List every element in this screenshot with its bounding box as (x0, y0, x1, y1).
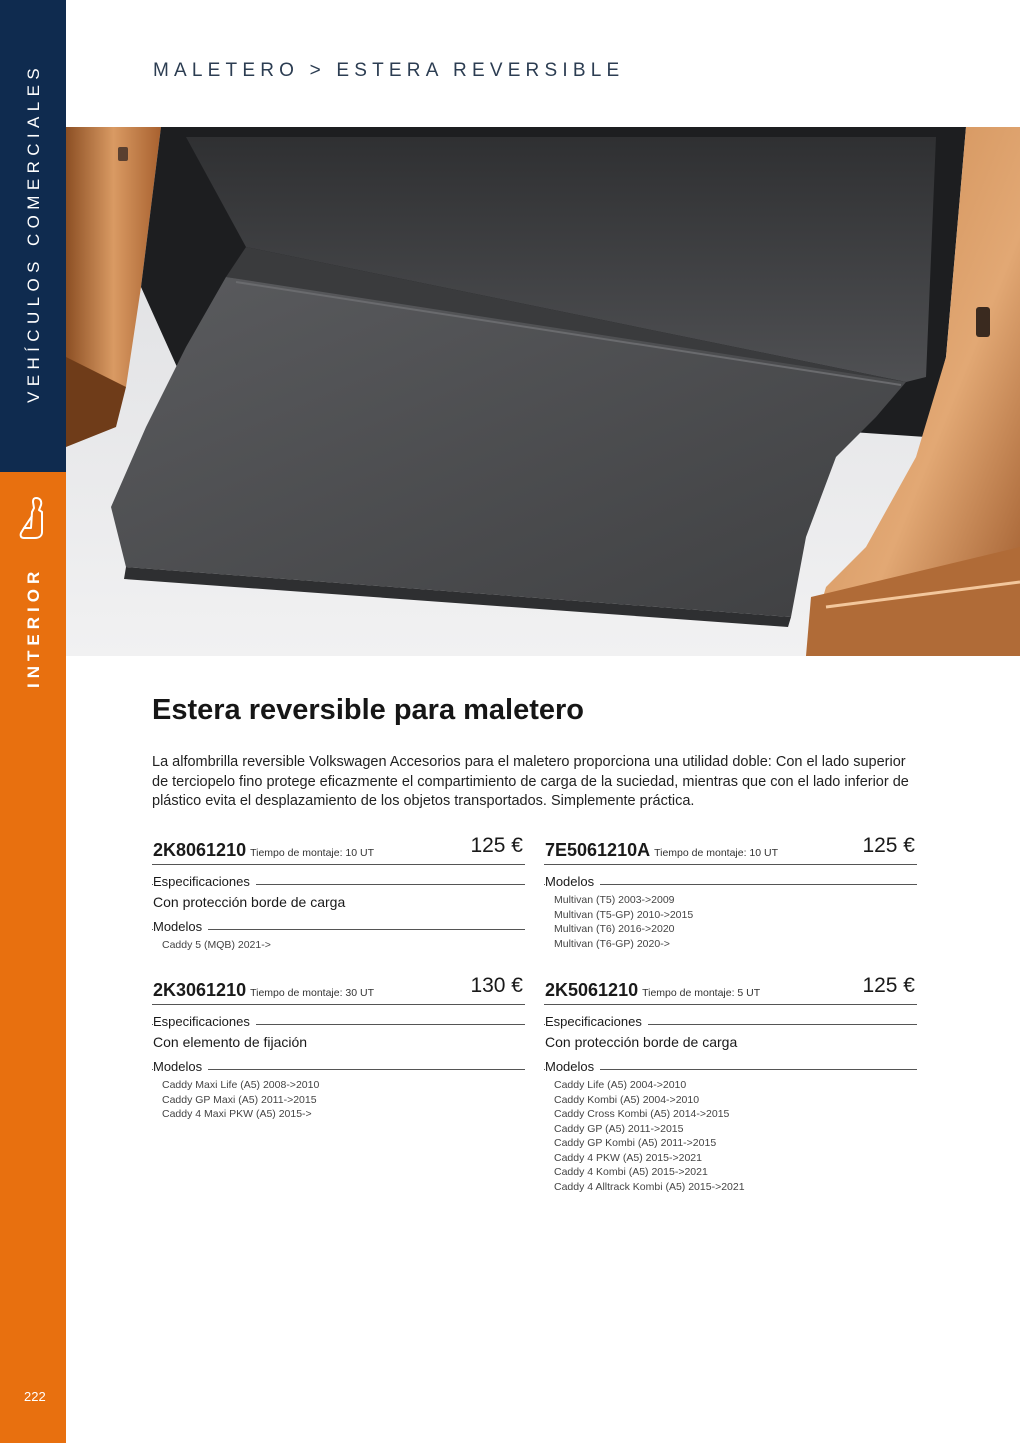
car-seat-icon (18, 496, 48, 540)
breadcrumb: MALETERO > ESTERA REVERSIBLE (153, 60, 625, 81)
models-section (152, 919, 525, 935)
spec-label: Especificaciones (153, 874, 256, 889)
product-header (152, 834, 525, 865)
models-label: Modelos (153, 919, 208, 934)
product-price: 125 € (862, 974, 915, 997)
product-header (544, 974, 917, 1005)
product-photo (66, 127, 1020, 656)
model-item: Multivan (T6) 2016->2020 (554, 923, 675, 935)
page-number: 222 (24, 1389, 46, 1404)
product-code: 7E5061210A (545, 840, 651, 860)
product-price: 125 € (862, 834, 915, 857)
product-code-line (545, 980, 760, 1001)
product-block (152, 834, 525, 953)
model-item: Caddy Cross Kombi (A5) 2014->2015 (554, 1108, 730, 1120)
model-item: Multivan (T5-GP) 2010->2015 (554, 908, 694, 921)
model-item: Caddy 4 PKW (A5) 2015->2021 (554, 1151, 702, 1164)
model-item: Multivan (T6-GP) 2020-> (554, 937, 670, 950)
model-item: Caddy Life (A5) 2004->2010 (554, 1079, 687, 1091)
models-label: Modelos (545, 1059, 600, 1074)
models-list (162, 938, 525, 953)
models-list (554, 893, 917, 951)
models-section (544, 1059, 917, 1075)
section-label-interior: INTERIOR (24, 566, 43, 688)
model-item: Caddy 4 Alltrack Kombi (A5) 2015->2021 (554, 1180, 745, 1193)
trunk-mat-illustration (66, 127, 1020, 656)
model-item: Caddy GP (A5) 2011->2015 (554, 1122, 684, 1135)
spec-value: Con protección borde de carga (153, 894, 346, 910)
section-label-vehiculos-comerciales: VEHÍCULOS COMERCIALES (24, 62, 43, 403)
spec-value: Con protección borde de carga (545, 1034, 738, 1050)
mount-time: Tiempo de montaje: 5 UT (642, 987, 761, 999)
model-item: Caddy 5 (MQB) 2021-> (162, 939, 271, 951)
models-list (554, 1078, 917, 1194)
product-header (544, 834, 917, 865)
spec-label: Especificaciones (545, 1014, 648, 1029)
spec-section (544, 1014, 917, 1030)
model-item: Caddy 4 Maxi PKW (A5) 2015-> (162, 1108, 312, 1120)
models-section (152, 1059, 525, 1075)
product-code-line (153, 840, 374, 861)
product-code: 2K3061210 (153, 980, 247, 1000)
model-item: Caddy Kombi (A5) 2004->2010 (554, 1093, 700, 1106)
spec-value: Con elemento de fijación (153, 1034, 308, 1050)
spec-section (152, 1014, 525, 1030)
product-description: La alfombrilla reversible Volkswagen Accesorios para el maletero proporciona una utilidad doble: Con el lado superior de terciopelo fino protege eficazmente el compartimiento de carga de la suciedad, mientras que con el lado inferior de plástico evita el desplazamiento de los objetos transportados. Simplemente práctica. (152, 754, 909, 809)
models-section (544, 874, 917, 890)
product-block (544, 974, 917, 1194)
product-price: 130 € (470, 974, 523, 997)
spec-section (152, 874, 525, 890)
product-block (152, 974, 525, 1122)
models-label: Modelos (545, 874, 600, 889)
mount-time: Tiempo de montaje: 10 UT (654, 847, 779, 859)
page-title: Estera reversible para maletero (152, 694, 585, 726)
spec-label: Especificaciones (153, 1014, 256, 1029)
product-header (152, 974, 525, 1005)
product-code: 2K5061210 (545, 980, 639, 1000)
models-list (162, 1078, 525, 1122)
model-item: Caddy GP Maxi (A5) 2011->2015 (162, 1093, 317, 1106)
product-code-line (153, 980, 374, 1001)
models-label: Modelos (153, 1059, 208, 1074)
model-item: Caddy 4 Kombi (A5) 2015->2021 (554, 1166, 708, 1178)
model-item: Caddy GP Kombi (A5) 2011->2015 (554, 1137, 717, 1149)
mount-time: Tiempo de montaje: 30 UT (250, 987, 375, 999)
product-price: 125 € (470, 834, 523, 857)
model-item: Multivan (T5) 2003->2009 (554, 894, 675, 906)
product-code: 2K8061210 (153, 840, 247, 860)
model-item: Caddy Maxi Life (A5) 2008->2010 (162, 1079, 320, 1091)
product-block (544, 834, 917, 951)
product-code-line (545, 840, 778, 861)
mount-time: Tiempo de montaje: 10 UT (250, 847, 375, 859)
